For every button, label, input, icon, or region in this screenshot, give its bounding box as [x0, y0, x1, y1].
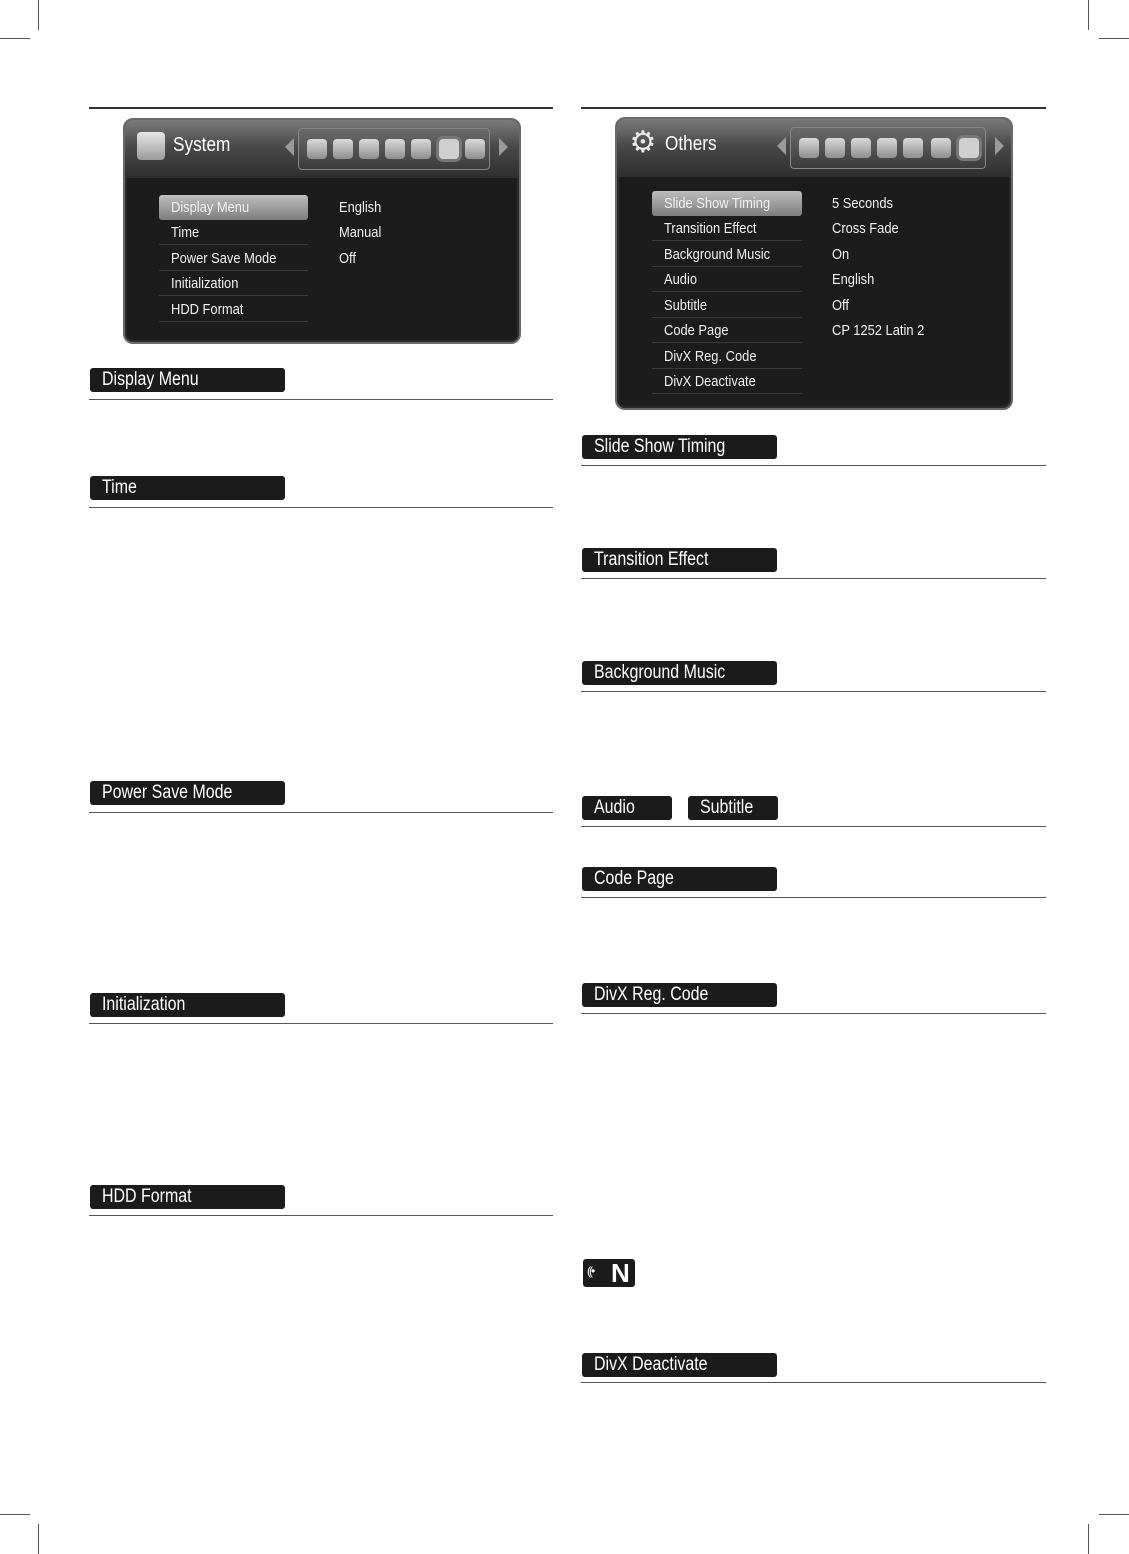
crop-mark — [38, 1524, 39, 1554]
network-icon[interactable] — [903, 138, 923, 158]
crop-mark — [1088, 0, 1089, 30]
section-label-transition-effect: Transition Effect — [582, 548, 777, 572]
section-rule — [581, 826, 1046, 827]
network-badge — [583, 1259, 635, 1287]
crop-mark — [1088, 1524, 1089, 1554]
menu-value-slide-show-timing: 5 Seconds — [832, 195, 893, 212]
display-icon[interactable] — [799, 138, 819, 158]
menu-item-background-music[interactable]: Background Music — [652, 242, 802, 267]
left-arrow-icon[interactable] — [777, 137, 786, 155]
gear-icon: ⚙ — [629, 126, 657, 159]
left-arrow-icon[interactable] — [285, 138, 294, 156]
section-label-initialization: Initialization — [90, 993, 285, 1017]
menu-item-power-save-mode[interactable]: Power Save Mode — [159, 246, 308, 271]
section-label-code-page: Code Page — [582, 867, 777, 891]
section-label-power-save-mode: Power Save Mode — [90, 781, 285, 805]
section-rule — [581, 578, 1046, 579]
section-label-subtitle: Subtitle — [688, 796, 778, 820]
screen-title: Others — [665, 133, 717, 155]
menu-value-background-music: On — [832, 246, 850, 263]
right-arrow-icon[interactable] — [499, 138, 508, 156]
category-tray — [298, 128, 490, 170]
category-tray — [790, 127, 986, 169]
lock-icon[interactable] — [877, 138, 897, 158]
lock-icon[interactable] — [385, 139, 405, 159]
gear-icon[interactable] — [465, 139, 485, 159]
menu-item-slide-show-timing[interactable]: Slide Show Timing — [652, 191, 802, 216]
menu-item-subtitle[interactable]: Subtitle — [652, 293, 802, 318]
crop-mark — [1099, 1514, 1129, 1515]
network-icon[interactable] — [411, 139, 431, 159]
crop-mark — [0, 1514, 30, 1515]
disc-icon[interactable] — [333, 139, 353, 159]
menu-value-power-save-mode: Off — [339, 250, 356, 267]
menu-value-time: Manual — [339, 224, 382, 241]
menu-value-transition-effect: Cross Fade — [832, 220, 899, 237]
gear-icon[interactable] — [959, 138, 979, 158]
section-label-divx-reg-code: DivX Reg. Code — [582, 983, 777, 1007]
crop-mark — [0, 38, 30, 39]
section-label-display-menu: Display Menu — [90, 368, 285, 392]
section-rule — [89, 399, 553, 400]
section-rule — [581, 691, 1046, 692]
right-arrow-icon[interactable] — [995, 137, 1004, 155]
section-rule — [581, 897, 1046, 898]
system-icon[interactable] — [439, 139, 459, 159]
section-rule — [581, 1382, 1046, 1383]
menu-item-transition-effect[interactable]: Transition Effect — [652, 216, 802, 241]
menu-value-display-menu: English — [339, 199, 382, 216]
tv-icon[interactable] — [851, 138, 871, 158]
menu-item-initialization[interactable]: Initialization — [159, 271, 308, 296]
system-icon[interactable] — [931, 138, 951, 158]
screen-title: System — [173, 134, 231, 156]
menu-item-audio[interactable]: Audio — [652, 267, 802, 292]
menu-item-code-page[interactable]: Code Page — [652, 318, 802, 343]
section-rule — [89, 1215, 553, 1216]
section-label-divx-deactivate: DivX Deactivate — [582, 1353, 777, 1377]
system-menu-screen — [123, 118, 521, 344]
section-rule — [581, 1013, 1046, 1014]
section-rule — [89, 1023, 553, 1024]
display-icon[interactable] — [307, 139, 327, 159]
crop-mark — [1099, 38, 1129, 39]
others-menu-screen — [615, 117, 1013, 410]
network-letter: N — [611, 1258, 630, 1288]
section-label-time: Time — [90, 476, 285, 500]
section-label-hdd-format: HDD Format — [90, 1185, 285, 1209]
briefcase-icon — [137, 132, 165, 160]
menu-value-audio: English — [832, 271, 875, 288]
menu-item-divx-reg-code[interactable]: DivX Reg. Code — [652, 344, 802, 369]
section-rule — [89, 507, 553, 508]
section-label-slide-show-timing: Slide Show Timing — [582, 435, 777, 459]
menu-item-divx-deactivate[interactable]: DivX Deactivate — [652, 369, 802, 394]
disc-icon[interactable] — [825, 138, 845, 158]
section-rule — [89, 812, 553, 813]
network-wave-icon: ((• — [587, 1264, 594, 1278]
section-label-background-music: Background Music — [582, 661, 777, 685]
menu-item-hdd-format[interactable]: HDD Format — [159, 297, 308, 322]
crop-mark — [38, 0, 39, 30]
menu-item-time[interactable]: Time — [159, 220, 308, 245]
top-rule-right — [581, 107, 1046, 109]
menu-value-code-page: CP 1252 Latin 2 — [832, 322, 925, 339]
menu-item-display-menu[interactable]: Display Menu — [159, 195, 308, 220]
menu-value-subtitle: Off — [832, 297, 849, 314]
top-rule-left — [89, 107, 553, 109]
section-rule — [581, 465, 1046, 466]
section-label-audio: Audio — [582, 796, 672, 820]
tv-icon[interactable] — [359, 139, 379, 159]
